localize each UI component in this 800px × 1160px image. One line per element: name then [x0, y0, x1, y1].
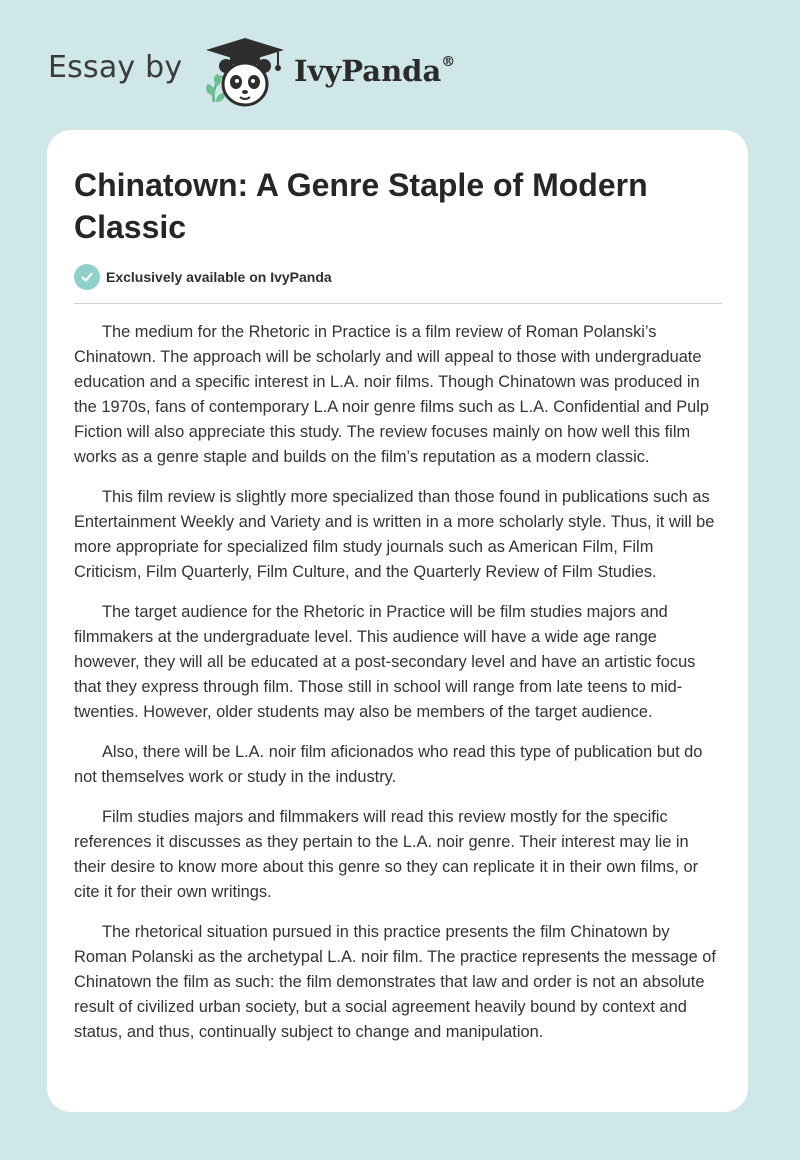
site-header — [0, 0, 800, 130]
registered-mark: ® — [441, 54, 456, 71]
paragraph: This film review is slightly more specialized than those found in publications such as Entertainment Weekly and Variety and is written in a more scholarly style. Thus, it will be more appropriate for specialized film study journals such as American Film, Film Criticism, Film Quarterly, Film Culture, and the Quarterly Review of Film Studies. — [74, 488, 715, 581]
checkmark-icon — [74, 264, 100, 290]
essay-card — [47, 130, 748, 1112]
exclusive-badge-label: Exclusively available on IvyPanda — [106, 269, 332, 285]
exclusive-badge — [74, 264, 332, 290]
brand-name[interactable] — [294, 54, 455, 88]
paragraph: The rhetorical situation pursued in this practice presents the film Chinatown by Roman Polanski as the archetypal L.A. noir film. The practice represents the message of Chinatown the film as such: the film demonstrates that law and order is not an absolute result of civilized urban society, but a social agreement heavily bound by context and status, and thus, continually subject to change and manipulation. — [74, 923, 716, 1041]
paragraph: The medium for the Rhetoric in Practice is a film review of Roman Polanski’s Chinatown. The approach will be scholarly and will appeal to those with undergraduate education and a specific interest in L.A. noir films. Though Chinatown was produced in the 1970s, fans of contemporary L.A noir genre films such as L.A. Confidential and Pulp Fiction will also appreciate this study. The review focuses mainly on how well this film works as a genre staple and builds on the film’s reputation as a modern classic. — [74, 323, 710, 466]
paragraph: Film studies majors and filmmakers will read this review mostly for the specific references it discusses as they pertain to the L.A. noir genre. Their interest may lie in their desire to know more about this genre so they can replicate it in their own films, or cite it for their own writings. — [74, 808, 699, 901]
essay-by-label: Essay by — [48, 50, 183, 85]
brand-name-text: IvyPanda — [294, 54, 442, 88]
divider — [74, 303, 722, 304]
panda-logo-icon[interactable] — [200, 36, 290, 110]
essay-body — [74, 320, 722, 1060]
paragraph: The target audience for the Rhetoric in Practice will be film studies majors and filmmakers at the undergraduate level. This audience will have a wide age range however, they will all be educated at a post-secondary level and have an artistic focus that they express through film. Those still in school will range from late teens to mid-twenties. However, older students may also be members of the target audience. — [74, 603, 696, 721]
page-title: Chinatown: A Genre Staple of Modern Classic — [74, 167, 648, 245]
paragraph: Also, there will be L.A. noir film aficionados who read this type of publication but do not themselves work or study in the industry. — [74, 743, 703, 786]
